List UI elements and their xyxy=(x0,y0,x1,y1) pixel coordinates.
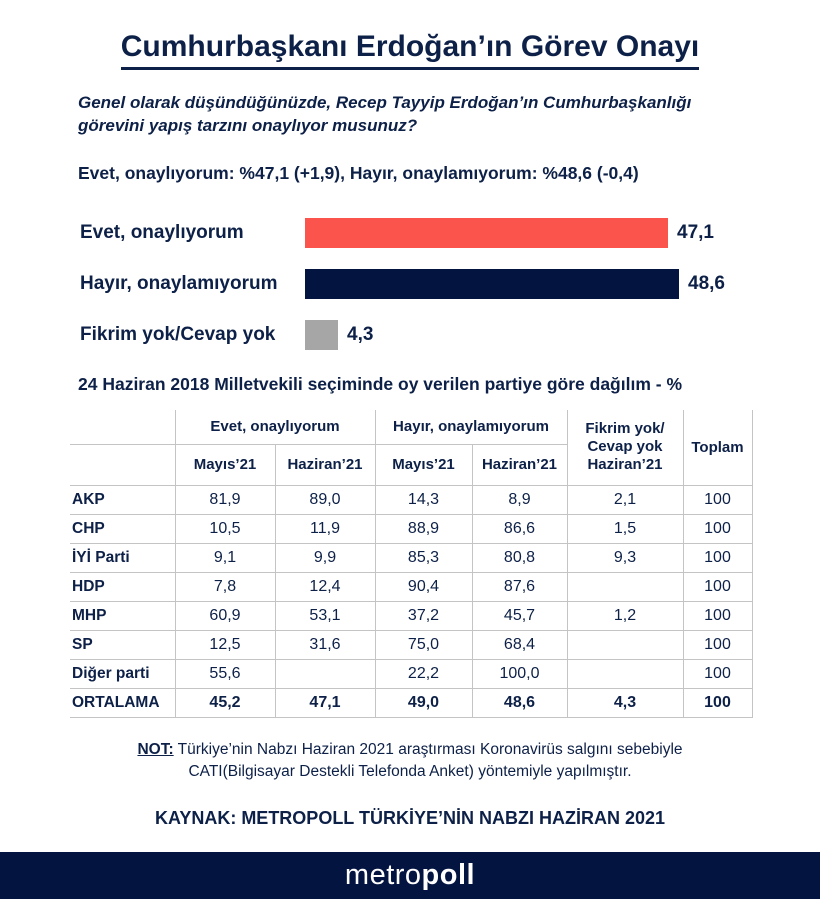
value-cell xyxy=(567,572,683,601)
table-row xyxy=(70,514,752,543)
value-cell: 55,6 xyxy=(175,659,275,688)
value-cell: 22,2 xyxy=(375,659,472,688)
value-cell: 100 xyxy=(683,543,752,572)
value-cell: 100 xyxy=(683,601,752,630)
subheader-haziran21-hayir: Haziran’21 xyxy=(472,444,567,485)
table-row xyxy=(70,688,752,717)
table-body xyxy=(70,485,752,717)
value-cell: 100 xyxy=(683,630,752,659)
header-fikrim-line1: Fikrim yok/ xyxy=(585,420,665,438)
value-cell: 100 xyxy=(683,659,752,688)
value-cell: 100,0 xyxy=(472,659,567,688)
group-header-hayir: Hayır, onaylamıyorum xyxy=(375,410,567,445)
value-cell: 49,0 xyxy=(375,688,472,717)
value-cell: 45,2 xyxy=(175,688,275,717)
value-cell: 75,0 xyxy=(375,630,472,659)
table-row xyxy=(70,543,752,572)
party-name-cell: MHP xyxy=(70,601,175,630)
subheader-mayis21-evet: Mayıs’21 xyxy=(175,444,275,485)
table-header xyxy=(70,410,752,486)
value-cell: 37,2 xyxy=(375,601,472,630)
source-line: KAYNAK: METROPOLL TÜRKİYE’NİN NABZI HAZİRAN 2021 xyxy=(154,807,666,828)
bar-category-label: Fikrim yok/Cevap yok xyxy=(80,323,276,345)
subheader-mayis21-hayir: Mayıs’21 xyxy=(375,444,472,485)
value-cell: 47,1 xyxy=(275,688,375,717)
value-cell: 9,1 xyxy=(175,543,275,572)
value-cell: 81,9 xyxy=(175,485,275,514)
value-cell: 12,4 xyxy=(275,572,375,601)
table-row xyxy=(70,572,752,601)
note-text-line2: CATI(Bilgisayar Destekli Telefonda Anket) yöntemiyle yapılmıştır. xyxy=(188,763,632,781)
title-wrap xyxy=(0,0,820,70)
value-cell: 100 xyxy=(683,514,752,543)
value-cell: 100 xyxy=(683,688,752,717)
subheader-haziran21-evet: Haziran’21 xyxy=(275,444,375,485)
value-cell: 7,8 xyxy=(175,572,275,601)
party-name-cell: SP xyxy=(70,630,175,659)
table-row xyxy=(70,485,752,514)
header-toplam: Toplam xyxy=(683,410,752,486)
value-cell: 1,2 xyxy=(567,601,683,630)
methodology-note xyxy=(40,739,780,784)
bar-segment xyxy=(305,269,679,299)
value-cell: 60,9 xyxy=(175,601,275,630)
value-cell: 45,7 xyxy=(472,601,567,630)
value-cell: 88,9 xyxy=(375,514,472,543)
table-section-title: 24 Haziran 2018 Milletvekili seçiminde oy verilen partiye göre dağılım - % xyxy=(78,373,682,394)
party-name-cell: Diğer parti xyxy=(70,659,175,688)
party-name-cell: AKP xyxy=(70,485,175,514)
value-cell: 86,6 xyxy=(472,514,567,543)
bar-category-label: Evet, onaylıyorum xyxy=(80,221,244,243)
value-cell: 9,9 xyxy=(275,543,375,572)
value-cell: 53,1 xyxy=(275,601,375,630)
result-summary: Evet, onaylıyorum: %47,1 (+1,9), Hayır, onaylamıyorum: %48,6 (-0,4) xyxy=(78,162,639,183)
value-cell: 100 xyxy=(683,572,752,601)
value-cell: 85,3 xyxy=(375,543,472,572)
value-cell: 68,4 xyxy=(472,630,567,659)
value-cell: 100 xyxy=(683,485,752,514)
bar-segment xyxy=(305,320,338,350)
note-label: NOT: xyxy=(137,740,174,758)
header-fikrim-yok xyxy=(567,410,683,486)
value-cell: 2,1 xyxy=(567,485,683,514)
value-cell: 48,6 xyxy=(472,688,567,717)
survey-question: Genel olarak düşündüğünüzde, Recep Tayyip Erdoğan’ın Cumhurbaşkanlığı görevini yapış tarzını onaylıyor musunuz? xyxy=(78,93,692,135)
chart-row xyxy=(80,218,820,248)
bar-chart xyxy=(80,218,820,350)
party-name-cell: ORTALAMA xyxy=(70,688,175,717)
value-cell xyxy=(275,659,375,688)
footer-bar xyxy=(0,852,820,899)
value-cell: 14,3 xyxy=(375,485,472,514)
party-name-cell: İYİ Parti xyxy=(70,543,175,572)
value-cell: 10,5 xyxy=(175,514,275,543)
party-name-cell: CHP xyxy=(70,514,175,543)
bar-category-label: Hayır, onaylamıyorum xyxy=(80,272,278,294)
note-text-line1: Türkiye’nin Nabzı Haziran 2021 araştırması Koronavirüs salgını sebebiyle xyxy=(177,740,683,758)
table-row xyxy=(70,601,752,630)
value-cell: 87,6 xyxy=(472,572,567,601)
logo-poll: poll xyxy=(421,859,476,891)
party-breakdown-table xyxy=(70,410,753,718)
value-cell xyxy=(567,659,683,688)
metropoll-logo xyxy=(345,859,475,892)
party-name-cell: HDP xyxy=(70,572,175,601)
value-cell: 1,5 xyxy=(567,514,683,543)
header-fikrim-line2: Cevap yok xyxy=(587,438,663,456)
header-fikrim-line3: Haziran’21 xyxy=(587,456,663,474)
page-title: Cumhurbaşkanı Erdoğan’ın Görev Onayı xyxy=(121,30,699,70)
value-cell: 31,6 xyxy=(275,630,375,659)
logo-metro: metro xyxy=(344,859,422,891)
empty-subheader xyxy=(70,444,175,485)
value-cell xyxy=(567,630,683,659)
value-cell: 4,3 xyxy=(567,688,683,717)
bar-value-label: 48,6 xyxy=(688,272,725,294)
value-cell: 90,4 xyxy=(375,572,472,601)
chart-row xyxy=(80,269,820,299)
value-cell: 8,9 xyxy=(472,485,567,514)
corner-cell xyxy=(70,410,175,445)
bar-segment xyxy=(305,218,668,248)
value-cell: 11,9 xyxy=(275,514,375,543)
table-row xyxy=(70,659,752,688)
bar-value-label: 47,1 xyxy=(677,221,714,243)
value-cell: 12,5 xyxy=(175,630,275,659)
chart-row xyxy=(80,320,820,350)
value-cell: 80,8 xyxy=(472,543,567,572)
value-cell: 9,3 xyxy=(567,543,683,572)
group-header-evet: Evet, onaylıyorum xyxy=(175,410,375,445)
table-row xyxy=(70,630,752,659)
bar-value-label: 4,3 xyxy=(347,323,374,345)
value-cell: 89,0 xyxy=(275,485,375,514)
